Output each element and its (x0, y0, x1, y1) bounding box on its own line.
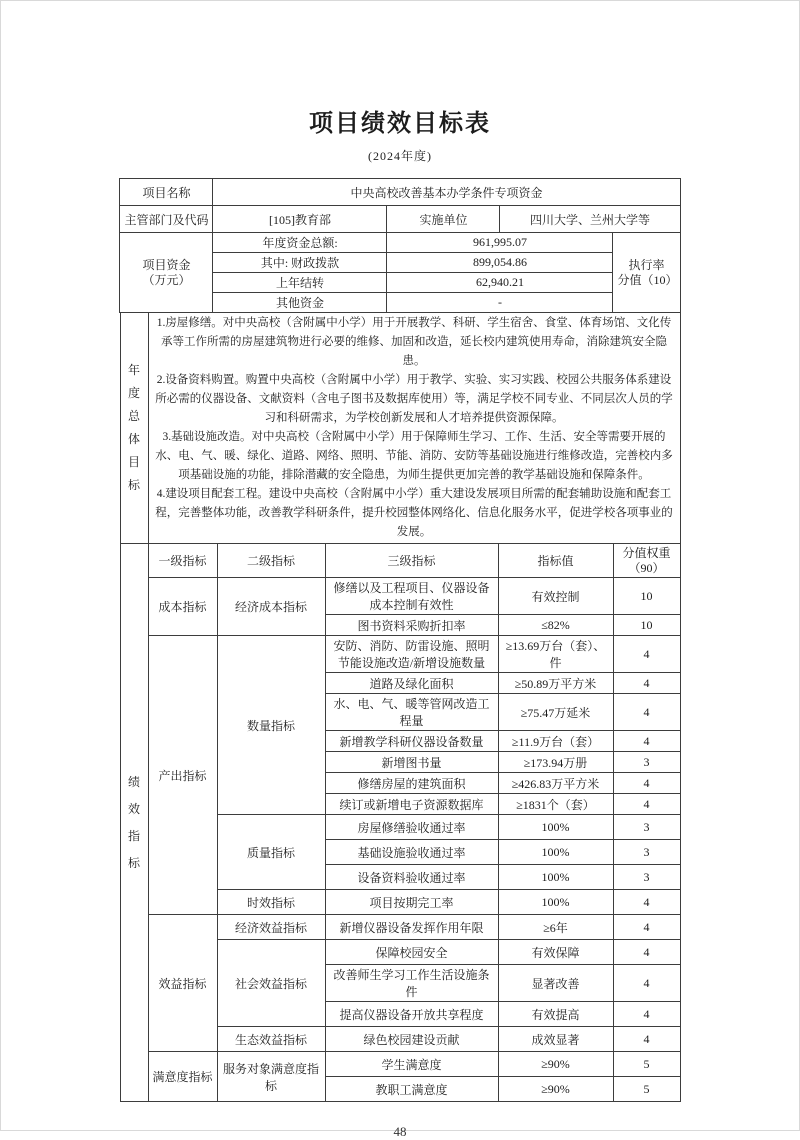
indicator-value: ≥1831个（套） (498, 794, 613, 815)
indicator-value: 100% (498, 865, 613, 890)
l2-timeliness: 时效指标 (217, 890, 325, 915)
annual-goal-side-label: 年度总体目标 (120, 313, 148, 544)
indicator-value: 100% (498, 890, 613, 915)
indicators-table (120, 543, 681, 1102)
annual-goal-text: 1.房屋修缮。对中央高校（含附属中小学）用于开展教学、科研、学生宿舍、食堂、体育场馆、文化传承等工作所需的房屋建筑物进行必要的维修、加固和改造，延长校内建筑使用寿命，消除建筑安全隐患。 2.设备资料购置。购置中央高校（含附属中小学）用于教学、实验、实习实践、校园公共服务体系建设所必需的仪器设备、文献资料（含电子图书及数据库使用）等，满足学校不同专业、不同层次人员的学习和科研需求，为学校创新发展和人才培养提供资源保障。 3.基础设施改造。对中央高校（含附属中小学）用于保障师生学习、工作、生活、安全等需要开展的水、电、气、暖、绿化、道路、网络、照明、节能、消防、安防等基础设施进行维修改造，完善校内多项基础设施的功能，排除潜藏的安全隐患，为师生提供更加完善的教学基础设施和保障条件。 4.建设项目配套工程。建设中央高校（含附属中小学）重大建设发展项目所需的配套辅助设施和配套工程，完善整体功能，改善教学科研条件，提升校园整体网络化、信息化服务水平，促进学校各项事业的发展。 (148, 313, 680, 544)
indicator-value: 100% (498, 840, 613, 865)
indicator-weight: 4 (613, 773, 680, 794)
indicator-name: 改善师生学习工作生活设施条件 (325, 965, 498, 1002)
l2-econ-benefit: 经济效益指标 (217, 915, 325, 940)
page-number: 48 (393, 1124, 407, 1139)
l2-service-satisfaction: 服务对象满意度指标 (217, 1052, 325, 1102)
indicator-name: 续订或新增电子资源数据库 (325, 794, 498, 815)
indicator-value: ≥50.89万平方米 (498, 673, 613, 694)
indicator-value: ≤82% (498, 615, 613, 636)
fund-row-value: 62,940.21 (387, 273, 613, 293)
indicator-weight: 4 (613, 1027, 680, 1052)
indicator-weight: 4 (613, 794, 680, 815)
fund-row-label: 其他资金 (213, 293, 387, 313)
indicator-weight: 3 (613, 752, 680, 773)
indicator-weight: 4 (613, 965, 680, 1002)
indicator-value: 有效控制 (498, 578, 613, 615)
dept-label: 主管部门及代码 (120, 206, 213, 233)
header-level2: 二级指标 (217, 544, 325, 578)
page-subtitle: (2024年度) (368, 149, 432, 163)
l1-output: 产出指标 (148, 636, 217, 915)
fund-row-label: 上年结转 (213, 273, 387, 293)
indicator-weight: 4 (613, 694, 680, 731)
header-value: 指标值 (498, 544, 613, 578)
execution-rate-score-label: 执行率 分值（10） (613, 233, 680, 313)
fund-row-value: 961,995.07 (387, 233, 613, 253)
indicator-value: ≥6年 (498, 915, 613, 940)
indicator-name: 道路及绿化面积 (325, 673, 498, 694)
indicator-value: 100% (498, 815, 613, 840)
project-name-label: 项目名称 (120, 179, 213, 206)
indicator-value: ≥13.69万台（套）、件 (498, 636, 613, 673)
indicator-weight: 4 (613, 731, 680, 752)
annual-goal-table (120, 312, 681, 544)
indicator-value: 成效显著 (498, 1027, 613, 1052)
l1-satisfaction: 满意度指标 (148, 1052, 217, 1102)
indicator-name: 教职工满意度 (325, 1077, 498, 1102)
indicator-name: 新增教学科研仪器设备数量 (325, 731, 498, 752)
indicator-weight: 4 (613, 1002, 680, 1027)
indicator-value: ≥90% (498, 1052, 613, 1077)
indicator-name: 项目按期完工率 (325, 890, 498, 915)
indicator-name: 安防、消防、防雷设施、照明节能设施改造/新增设施数量 (325, 636, 498, 673)
indicator-name: 修缮以及工程项目、仪器设备成本控制有效性 (325, 578, 498, 615)
indicator-value: 有效提高 (498, 1002, 613, 1027)
indicator-value: ≥173.94万册 (498, 752, 613, 773)
project-funds-label: 项目资金 （万元） (120, 233, 213, 313)
indicator-weight: 10 (613, 578, 680, 615)
indicator-name: 水、电、气、暖等管网改造工程量 (325, 694, 498, 731)
impl-unit-label: 实施单位 (387, 206, 500, 233)
l1-benefit: 效益指标 (148, 915, 217, 1052)
project-name-value: 中央高校改善基本办学条件专项资金 (213, 179, 680, 206)
fund-row-label: 其中: 财政拨款 (213, 253, 387, 273)
indicator-name: 学生满意度 (325, 1052, 498, 1077)
indicator-name: 提高仪器设备开放共享程度 (325, 1002, 498, 1027)
indicator-weight: 3 (613, 865, 680, 890)
header-weight: 分值权重 （90） (613, 544, 680, 578)
indicator-name: 绿色校园建设贡献 (325, 1027, 498, 1052)
indicator-name: 基础设施验收通过率 (325, 840, 498, 865)
l2-eco-benefit: 生态效益指标 (217, 1027, 325, 1052)
indicator-value: ≥11.9万台（套） (498, 731, 613, 752)
indicator-value: ≥75.47万延米 (498, 694, 613, 731)
indicator-name: 图书资料采购折扣率 (325, 615, 498, 636)
indicator-weight: 4 (613, 890, 680, 915)
fund-row-value: 899,054.86 (387, 253, 613, 273)
header-level3: 三级指标 (325, 544, 498, 578)
l2-quality: 质量指标 (217, 815, 325, 890)
indicator-name: 保障校园安全 (325, 940, 498, 965)
indicator-value: ≥426.83万平方米 (498, 773, 613, 794)
indicator-weight: 3 (613, 840, 680, 865)
indicator-weight: 3 (613, 815, 680, 840)
project-info-table (119, 178, 680, 313)
indicator-weight: 4 (613, 636, 680, 673)
indicator-name: 房屋修缮验收通过率 (325, 815, 498, 840)
indicator-weight: 5 (613, 1052, 680, 1077)
l2-quantity: 数量指标 (217, 636, 325, 815)
indicator-weight: 4 (613, 915, 680, 940)
l2-econ-cost: 经济成本指标 (217, 578, 325, 636)
indicator-weight: 4 (613, 673, 680, 694)
l2-social-benefit: 社会效益指标 (217, 940, 325, 1027)
indicator-name: 设备资料验收通过率 (325, 865, 498, 890)
indicator-name: 修缮房屋的建筑面积 (325, 773, 498, 794)
impl-unit-value: 四川大学、兰州大学等 (500, 206, 680, 233)
indicator-value: ≥90% (498, 1077, 613, 1102)
indicator-name: 新增仪器设备发挥作用年限 (325, 915, 498, 940)
indicators-side-label: 绩效指标 (120, 544, 148, 1102)
fund-row-label: 年度资金总额: (213, 233, 387, 253)
indicator-value: 显著改善 (498, 965, 613, 1002)
fund-row-value: - (387, 293, 613, 313)
indicator-weight: 5 (613, 1077, 680, 1102)
indicator-name: 新增图书量 (325, 752, 498, 773)
indicator-weight: 10 (613, 615, 680, 636)
header-level1: 一级指标 (148, 544, 217, 578)
indicator-weight: 4 (613, 940, 680, 965)
l1-cost: 成本指标 (148, 578, 217, 636)
indicator-value: 有效保障 (498, 940, 613, 965)
page-title: 项目绩效目标表 (309, 111, 491, 137)
dept-value: [105]教育部 (213, 206, 387, 233)
